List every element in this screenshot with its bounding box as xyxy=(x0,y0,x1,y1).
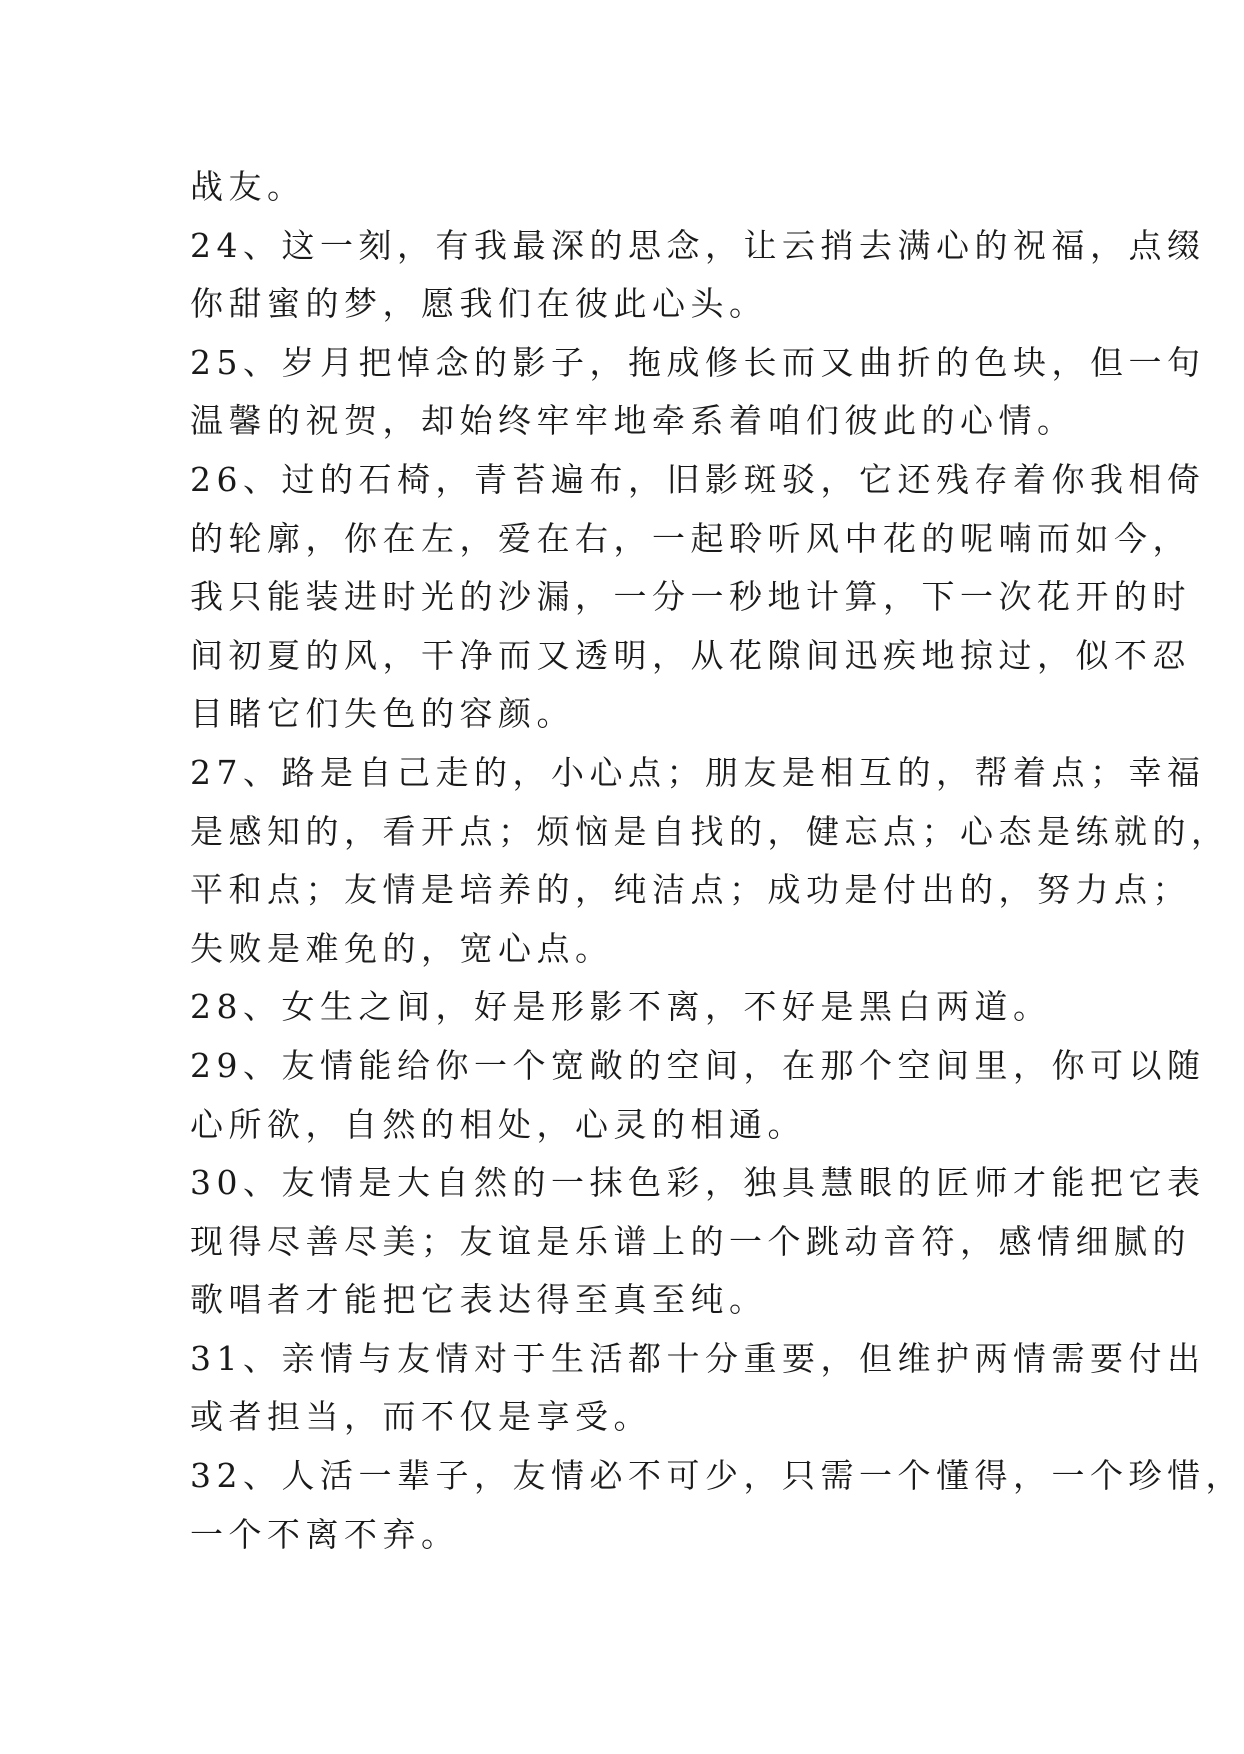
text-line: 31、亲情与友情对于生活都十分重要，但维护两情需要付出 xyxy=(190,1338,1206,1378)
text-line: 间初夏的风，干净而又透明，从花隙间迅疾地掠过，似不忍 xyxy=(190,635,1191,675)
text-line: 30、友情是大自然的一抹色彩，独具慧眼的匠师才能把它表 xyxy=(190,1163,1206,1203)
paragraph-32 xyxy=(190,1447,1244,1564)
text-line: 现得尽善尽美；友谊是乐谱上的一个跳动音符，感情细腻的 xyxy=(190,1221,1191,1261)
text-line: 战友。 xyxy=(190,167,306,206)
document-text xyxy=(190,158,1244,1564)
text-line: 是感知的，看开点；烦恼是自找的，健忘点；心态是练就的， xyxy=(190,811,1230,851)
text-line: 27、路是自己走的，小心点；朋友是相互的，帮着点；幸福 xyxy=(190,752,1206,792)
text-line: 温馨的祝贺，却始终牢牢地牵系着咱们彼此的心情。 xyxy=(190,401,1076,441)
text-line: 26、过的石椅，青苔遍布，旧影斑驳，它还残存着你我相倚 xyxy=(190,459,1206,499)
paragraph-31 xyxy=(190,1330,1206,1447)
paragraph-29 xyxy=(190,1037,1206,1154)
text-line: 你甜蜜的梦，愿我们在彼此心头。 xyxy=(190,284,768,324)
paragraph-25 xyxy=(190,334,1206,451)
paragraph-27 xyxy=(190,744,1230,978)
text-line: 24、这一刻，有我最深的思念，让云捎去满心的祝福，点缀 xyxy=(190,225,1206,265)
text-line: 28、女生之间，好是形影不离，不好是黑白两道。 xyxy=(190,987,1052,1027)
text-line: 失败是难免的，宽心点。 xyxy=(190,928,614,968)
text-line: 目睹它们失色的容颜。 xyxy=(190,694,575,734)
text-line: 的轮廓，你在左，爱在右，一起聆听风中花的呢喃而如今， xyxy=(190,518,1191,558)
text-line: 25、岁月把悼念的影子，拖成修长而又曲折的色块，但一句 xyxy=(190,342,1206,382)
text-line: 或者担当，而不仅是享受。 xyxy=(190,1397,652,1437)
text-line: 平和点；友情是培养的，纯洁点；成功是付出的，努力点； xyxy=(190,870,1191,910)
paragraph-24 xyxy=(190,217,1206,334)
paragraph-26 xyxy=(190,451,1206,744)
text-line: 我只能装进时光的沙漏，一分一秒地计算，下一次花开的时 xyxy=(190,577,1191,617)
paragraph-30 xyxy=(190,1154,1206,1330)
text-line: 32、人活一辈子，友情必不可少，只需一个懂得，一个珍惜， xyxy=(190,1456,1244,1496)
text-line: 歌唱者才能把它表达得至真至纯。 xyxy=(190,1280,768,1320)
text-line: 29、友情能给你一个宽敞的空间，在那个空间里，你可以随 xyxy=(190,1045,1206,1085)
paragraph-23-tail xyxy=(190,158,1060,217)
text-line: 一个不离不弃。 xyxy=(190,1514,460,1554)
paragraph-28 xyxy=(190,978,1060,1037)
text-line: 心所欲，自然的相处，心灵的相通。 xyxy=(190,1104,806,1144)
